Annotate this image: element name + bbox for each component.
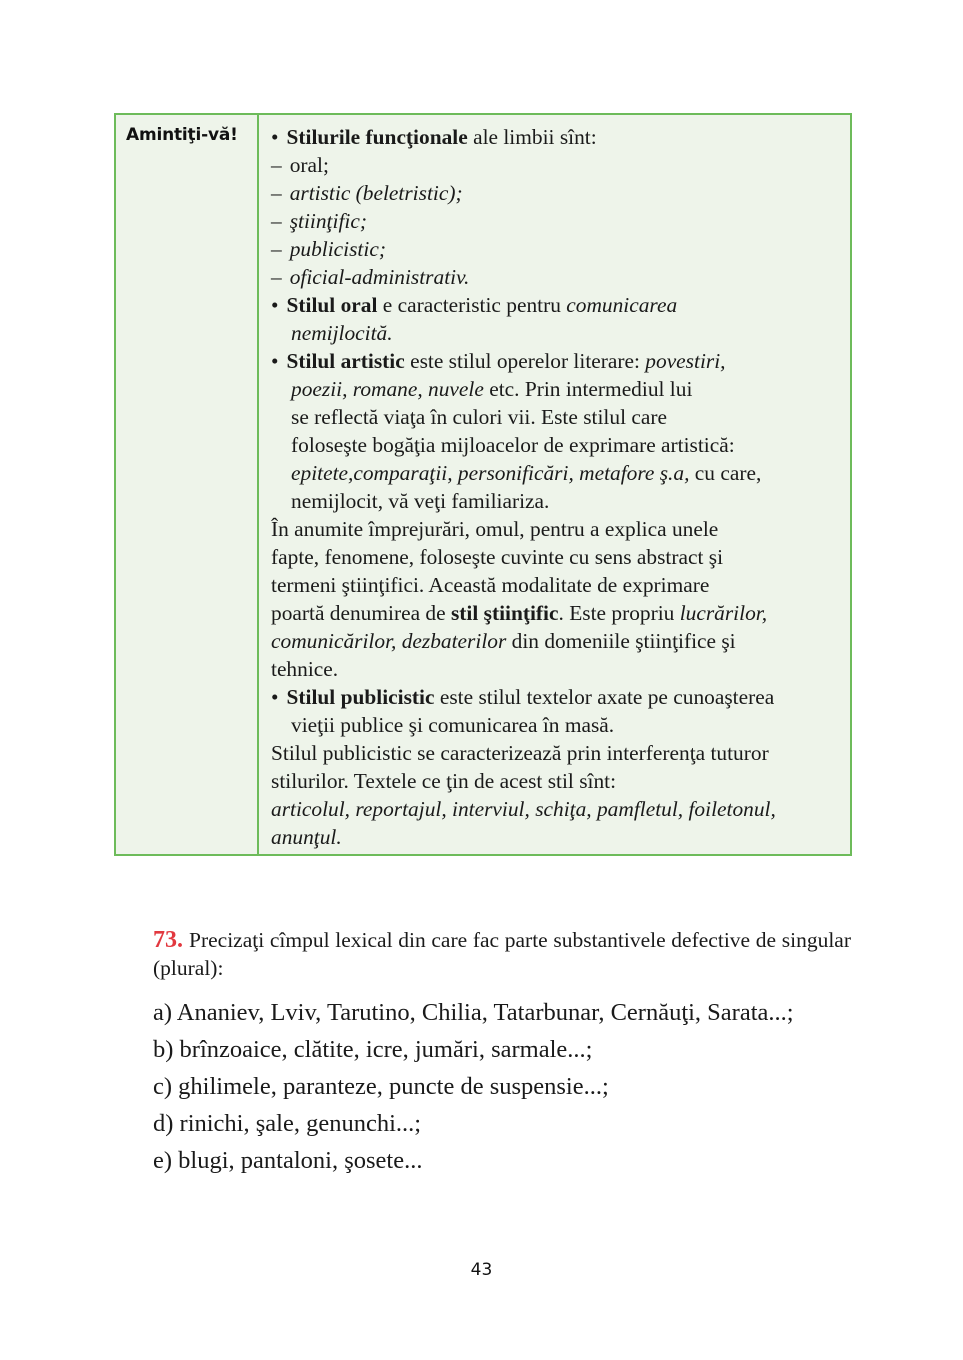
reminder-text: Stilul publicistic se caracterizează prin interferenţa tuturor [271,741,769,765]
reminder-text: e caracteristic pentru [377,293,567,317]
bullet-icon: • [271,293,279,317]
exercise-item: a) Ananiev, Lviv, Tarutino, Chilia, Tatarbunar, Cernăuţi, Sarata...; [153,999,794,1026]
dash-icon: – [271,237,282,261]
reminder-text: stil ştiinţific [450,601,559,625]
reminder-label-cell [116,115,259,854]
page-number: 43 [470,1260,493,1280]
reminder-text: Stilurile funcţionale [286,125,468,149]
exercise-item: b) brînzoaice, clătite, icre, jumări, sarmale...; [153,1036,593,1063]
reminder-line [271,263,840,291]
reminder-text: nemijlocită. [291,321,393,345]
reminder-text: lucrărilor, [679,601,768,625]
dash-icon: – [271,209,282,233]
bullet-icon: • [271,125,279,149]
exercise-73 [153,926,851,982]
reminder-line [271,291,840,319]
reminder-line [271,599,840,627]
reminder-text: foloseşte bogăţia mijloacelor de exprimare artistică: [291,433,735,457]
reminder-text: Stilul oral [286,293,378,317]
reminder-text: ale limbii sînt: [467,125,597,149]
dash-icon: – [271,265,282,289]
reminder-text: ştiinţific; [289,209,367,233]
bullet-icon: • [271,349,279,373]
exercise-item: c) ghilimele, paranteze, puncte de suspensie...; [153,1073,609,1100]
reminder-line [271,235,840,263]
exercise-items [153,994,794,1179]
reminder-line [271,179,840,207]
reminder-text: anunţul. [271,825,342,849]
reminder-line [271,207,840,235]
reminder-line [271,795,840,823]
bullet-icon: • [271,685,279,709]
dash-icon: – [271,181,282,205]
reminder-text: artistic (beletristic); [289,181,463,205]
exercise-number: 73. [153,927,183,953]
reminder-text: Stilul artistic [286,349,405,373]
reminder-line [271,403,840,431]
reminder-text: vieţii publice şi comunicarea în masă. [291,713,615,737]
reminder-line [271,627,840,655]
exercise-item: d) rinichi, şale, genunchi...; [153,1110,422,1137]
reminder-line [271,487,840,515]
reminder-text: poartă denumirea de [271,601,451,625]
reminder-line [271,823,840,851]
reminder-line [271,683,840,711]
reminder-label: Amintiţi-vă! [126,125,238,145]
reminder-text: articolul, reportajul, interviul, schiţa, pamfletul, foiletonul, [271,797,776,821]
reminder-text: povestiri, [645,349,726,373]
reminder-box [114,113,852,856]
reminder-line [271,347,840,375]
reminder-line [271,515,840,543]
reminder-line [271,431,840,459]
reminder-text: tehnice. [271,657,339,681]
reminder-text: publicistic; [289,237,386,261]
reminder-text: oficial-administrativ. [289,265,470,289]
reminder-text: comunicărilor, dezbaterilor [271,629,507,653]
reminder-text: poezii, romane, nuvele [291,377,484,401]
reminder-line [271,459,840,487]
reminder-text: cu care, [689,461,762,485]
reminder-text: nemijlocit, vă veţi familiariza. [291,489,550,513]
reminder-text: stilurilor. Textele ce ţin de acest stil sînt: [271,769,617,793]
exercise-instruction: Precizaţi cîmpul lexical din care fac parte substantivele defective de singular (plural): [153,928,851,980]
reminder-line [271,123,840,151]
reminder-text: În anumite împrejurări, omul, pentru a explica unele [271,517,719,541]
reminder-text: este stilul operelor literare: [404,349,646,373]
reminder-line [271,375,840,403]
reminder-line [271,571,840,599]
reminder-text: se reflectă viaţa în culori vii. Este stilul care [291,405,667,429]
reminder-text: Stilul publicistic [286,685,435,709]
reminder-text: fapte, fenomene, foloseşte cuvinte cu sens abstract şi [271,545,724,569]
reminder-line [271,739,840,767]
reminder-line [271,543,840,571]
reminder-text: oral; [289,153,329,177]
dash-icon: – [271,153,282,177]
reminder-text: etc. Prin intermediul lui [483,377,693,401]
reminder-text: termeni ştiinţifici. Această modalitate de exprimare [271,573,710,597]
reminder-line [271,711,840,739]
reminder-line [271,655,840,683]
reminder-text: . Este propriu [558,601,680,625]
reminder-text: din domeniile ştiinţifice şi [506,629,736,653]
reminder-line [271,767,840,795]
reminder-line [271,151,840,179]
exercise-item: e) blugi, pantaloni, şosete... [153,1147,423,1174]
reminder-text: comunicarea [566,293,678,317]
reminder-text: este stilul textelor axate pe cunoaşterea [434,685,775,709]
reminder-text: epitete,comparaţii, personificări, metafore ş.a, [291,461,690,485]
reminder-content [259,115,850,854]
reminder-line [271,319,840,347]
